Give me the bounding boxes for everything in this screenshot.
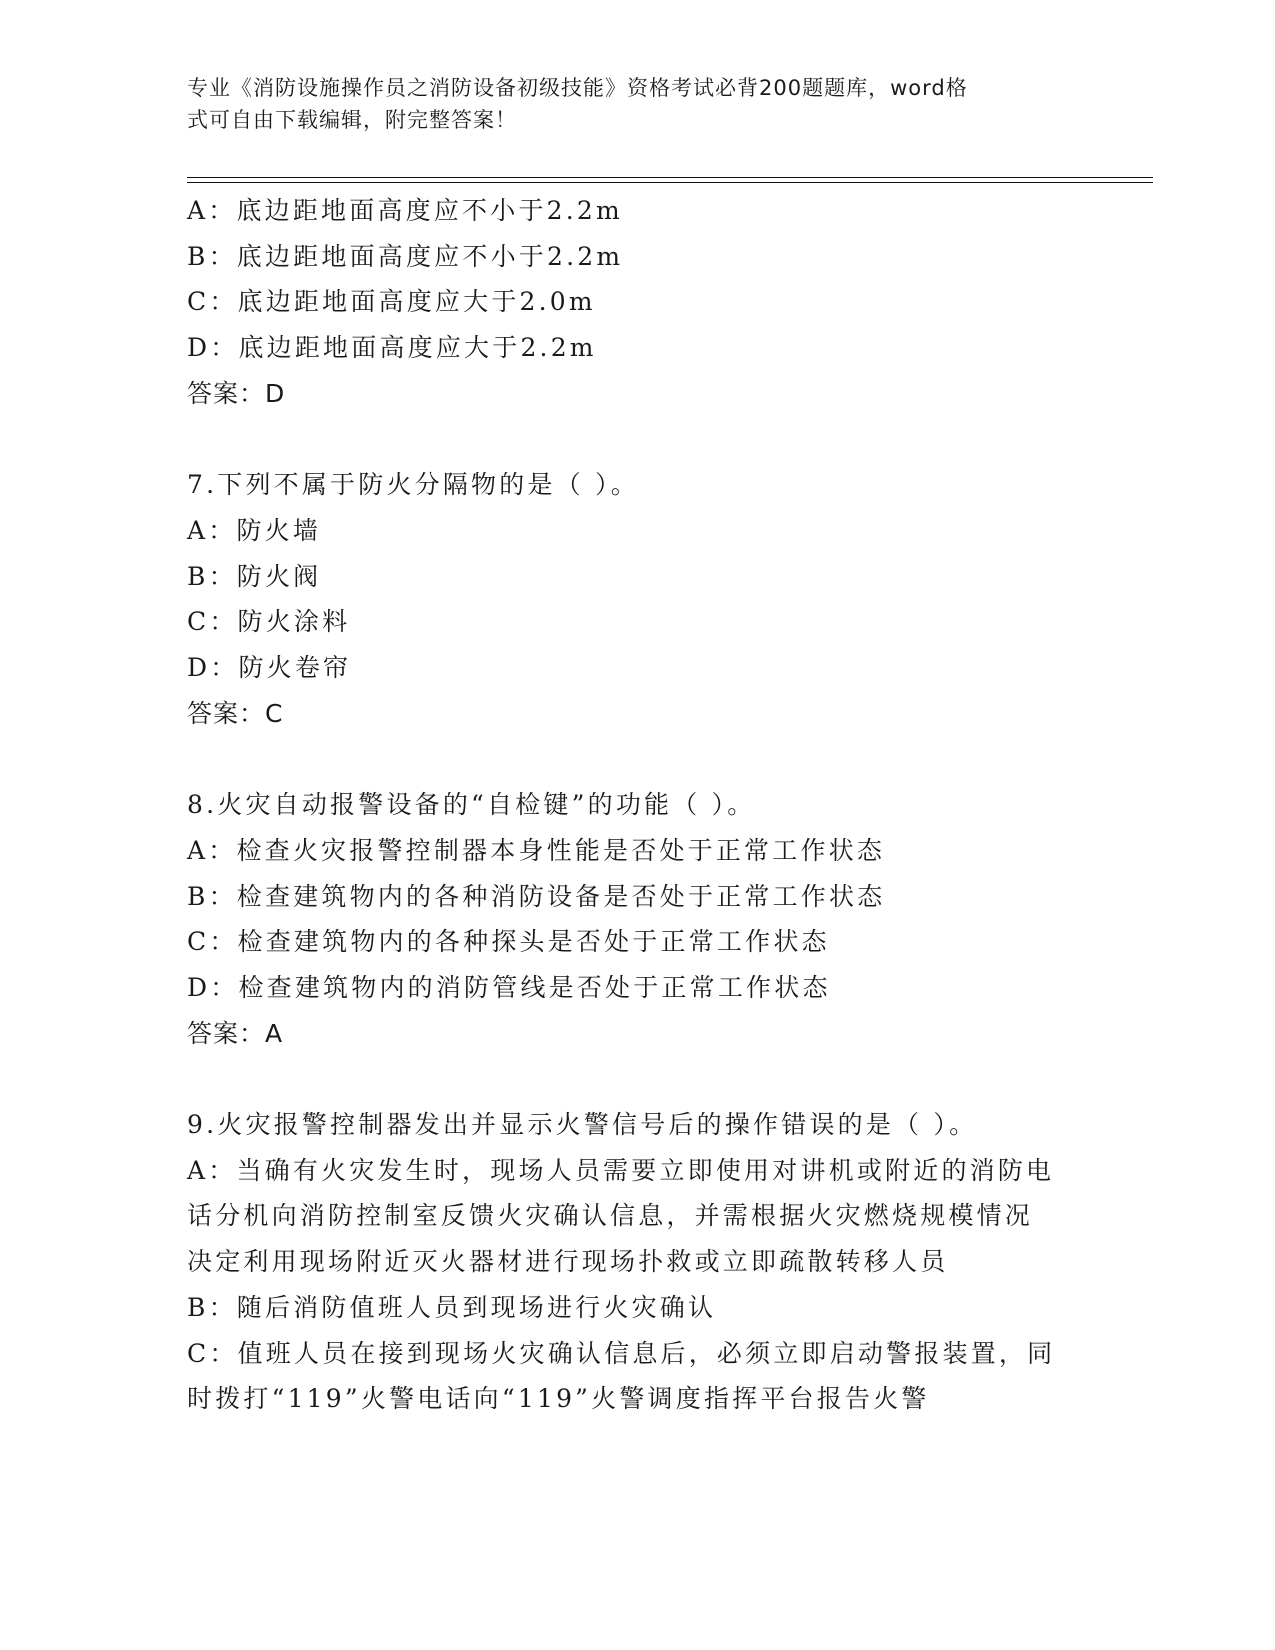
q6-option-a: A：底边距地面高度应不小于2.2m — [187, 196, 623, 225]
header-line-2: 式可自由下载编辑，附完整答案！ — [187, 108, 517, 132]
q9-option-c-line-2: 时拨打“119”火警电话向“119”火警调度指挥平台报告火警 — [187, 1384, 930, 1414]
q6-option-c: C：底边距地面高度应大于2.0m — [187, 287, 596, 317]
q6-option-d: D：底边距地面高度应大于2.2m — [187, 333, 597, 363]
q7-option-b: B：防火阀 — [187, 561, 322, 591]
document-body — [187, 188, 1087, 1422]
q9-option-b: B：随后消防值班人员到现场进行火灾确认 — [187, 1292, 717, 1322]
header-divider-top — [187, 177, 1153, 178]
q7-answer: 答案：C — [187, 698, 284, 728]
header-divider-bottom — [187, 182, 1153, 183]
spacer — [187, 736, 1087, 782]
question-8-block — [187, 782, 1087, 1056]
spacer — [187, 417, 1087, 463]
q8-question: 8.火灾自动报警设备的“自检键”的功能（ ）。 — [187, 790, 756, 820]
q6-answer: 答案：D — [187, 378, 286, 408]
q9-option-a-line-3: 决定利用现场附近灭火器材进行现场扑救或立即疏散转移人员 — [187, 1247, 949, 1277]
spacer — [187, 1056, 1087, 1102]
question-9-block — [187, 1102, 1087, 1422]
header-line-1: 专业《消防设施操作员之消防设备初级技能》资格考试必背200题题库，word格 — [187, 76, 968, 100]
q9-question: 9.火灾报警控制器发出并显示火警信号后的操作错误的是（ ）。 — [187, 1110, 978, 1140]
q9-option-a-line-2: 话分机向消防控制室反馈火灾确认信息，并需根据火灾燃烧规模情况 — [187, 1201, 1034, 1231]
q9-option-a-line-1: A：当确有火灾发生时，现场人员需要立即使用对讲机或附近的消防电 — [187, 1155, 1055, 1185]
q6-option-b: B：底边距地面高度应不小于2.2m — [187, 241, 624, 271]
q7-question: 7.下列不属于防火分隔物的是（ ）。 — [187, 470, 639, 500]
document-header — [187, 72, 1067, 136]
question-6-block — [187, 188, 1087, 417]
q7-option-a: A：防火墙 — [187, 515, 322, 545]
q7-option-d: D：防火卷帘 — [187, 653, 352, 683]
q8-option-d: D：检查建筑物内的消防管线是否处于正常工作状态 — [187, 972, 831, 1002]
q8-answer: 答案：A — [187, 1018, 284, 1048]
q7-option-c: C：防火涂料 — [187, 607, 351, 637]
q8-option-a: A：检查火灾报警控制器本身性能是否处于正常工作状态 — [187, 835, 886, 865]
q8-option-c: C：检查建筑物内的各种探头是否处于正常工作状态 — [187, 927, 830, 957]
q9-option-c-line-1: C：值班人员在接到现场火灾确认信息后，必须立即启动警报装置，同 — [187, 1338, 1056, 1368]
question-7-block — [187, 462, 1087, 736]
q8-option-b: B：检查建筑物内的各种消防设备是否处于正常工作状态 — [187, 881, 886, 911]
